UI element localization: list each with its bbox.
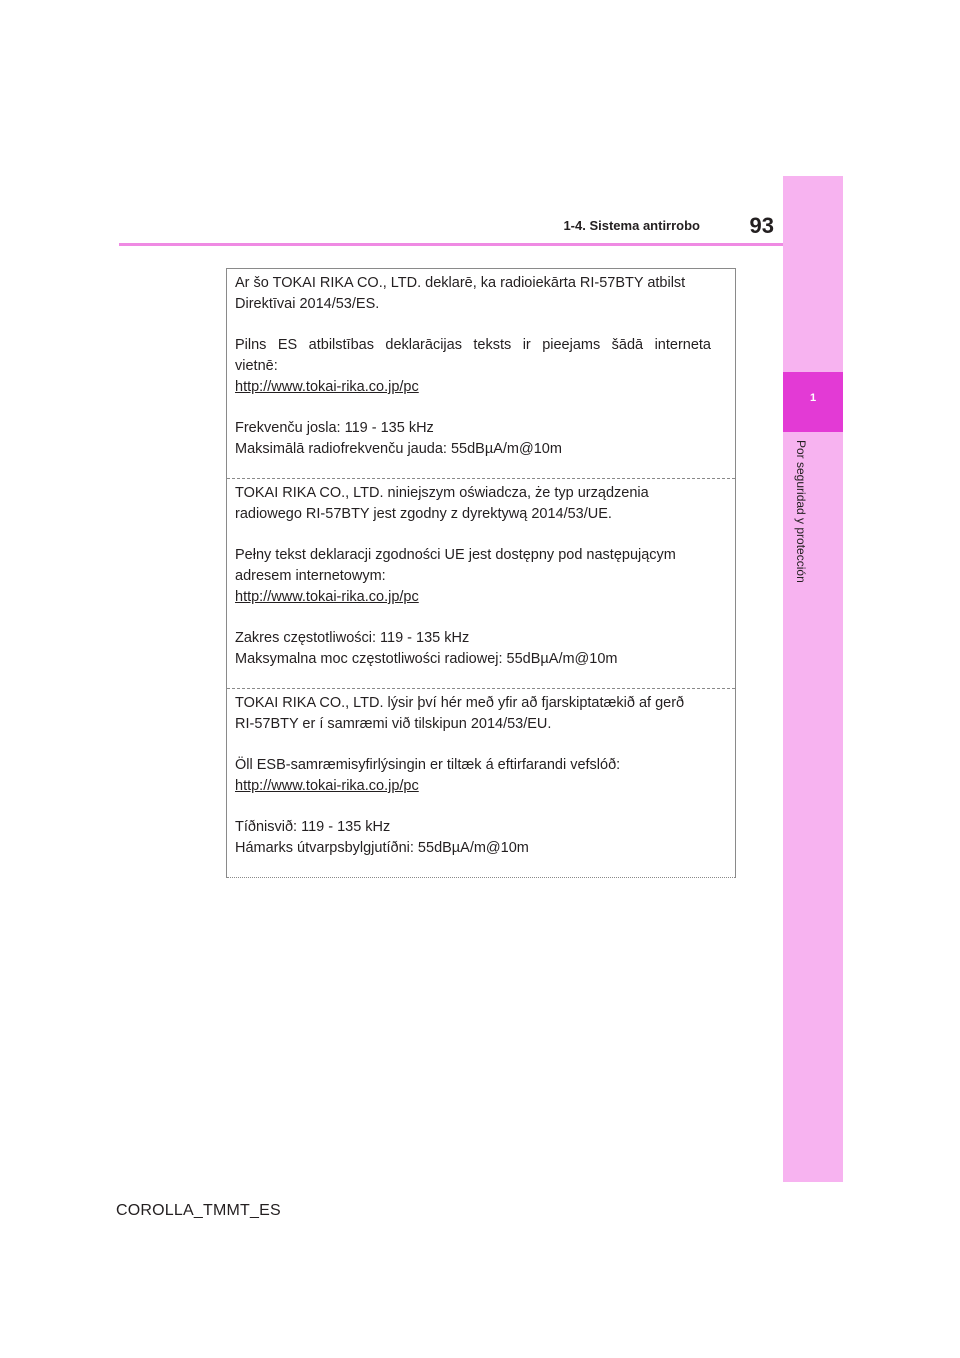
statement-line-2: Direktīvai 2014/53/ES. — [235, 296, 380, 312]
max-power: Maksimālā radiofrekvenču jauda: 55dBµA/m@10m — [235, 441, 562, 457]
statement — [235, 483, 711, 525]
document-code: COROLLA_TMMT_ES — [116, 1202, 281, 1219]
statement-line-2: radiowego RI-57BTY jest zgodny z dyrektywą 2014/53/UE. — [235, 506, 612, 522]
fulltext-line-2: adresem internetowym: — [235, 568, 386, 584]
declaration-link[interactable]: http://www.tokai-rika.co.jp/pc — [235, 589, 419, 605]
statement-line-1: TOKAI RIKA CO., LTD. niniejszym oświadcza, że typ urządzenia — [235, 485, 649, 501]
declaration-link[interactable]: http://www.tokai-rika.co.jp/pc — [235, 379, 419, 395]
fulltext-info — [235, 545, 711, 608]
statement-line-2: RI-57BTY er í samræmi við tilskipun 2014/53/EU. — [235, 716, 552, 732]
chapter-title: Por seguridad y protección — [794, 440, 808, 583]
radio-specs — [235, 817, 711, 859]
chapter-number: 1 — [809, 392, 817, 404]
frequency-band: Frekvenču josla: 119 - 135 kHz — [235, 420, 434, 436]
declaration-polish — [227, 479, 735, 689]
fulltext-line-1: Öll ESB-samræmisyfirlýsingin er tiltæk á eftirfarandi vefslóð: — [235, 757, 621, 773]
declaration-latvian — [227, 269, 735, 479]
statement — [235, 693, 711, 735]
fulltext-info — [235, 335, 711, 398]
fulltext-line-2: vietnē: — [235, 358, 278, 374]
radio-specs — [235, 628, 711, 670]
fulltext-line-1: Pilns ES atbilstības deklarācijas teksts ir pieejams šādā interneta — [235, 337, 711, 353]
declaration-icelandic — [227, 689, 735, 878]
side-chapter-tab — [783, 176, 843, 1182]
max-power: Hámarks útvarpsbylgjutíðni: 55dBµA/m@10m — [235, 840, 529, 856]
frequency-band: Zakres częstotliwości: 119 - 135 kHz — [235, 630, 470, 646]
statement-line-1: Ar šo TOKAI RIKA CO., LTD. deklarē, ka radioiekārta RI-57BTY atbilst — [235, 275, 686, 291]
statement — [235, 273, 711, 315]
fulltext-line-1: Pełny tekst deklaracji zgodności UE jest dostępny pod następującym — [235, 547, 676, 563]
declaration-link[interactable]: http://www.tokai-rika.co.jp/pc — [235, 778, 419, 794]
declaration-box — [226, 268, 736, 878]
section-title: 1-4. Sistema antirrobo — [563, 218, 700, 233]
frequency-band: Tíðnisvið: 119 - 135 kHz — [235, 819, 391, 835]
header-rule — [119, 243, 783, 246]
fulltext-info — [235, 755, 711, 797]
radio-specs — [235, 418, 711, 460]
max-power: Maksymalna moc częstotliwości radiowej: 55dBµA/m@10m — [235, 651, 618, 667]
statement-line-1: TOKAI RIKA CO., LTD. lýsir því hér með yfir að fjarskiptatækið af gerð — [235, 695, 685, 711]
page-number: 93 — [749, 213, 774, 238]
